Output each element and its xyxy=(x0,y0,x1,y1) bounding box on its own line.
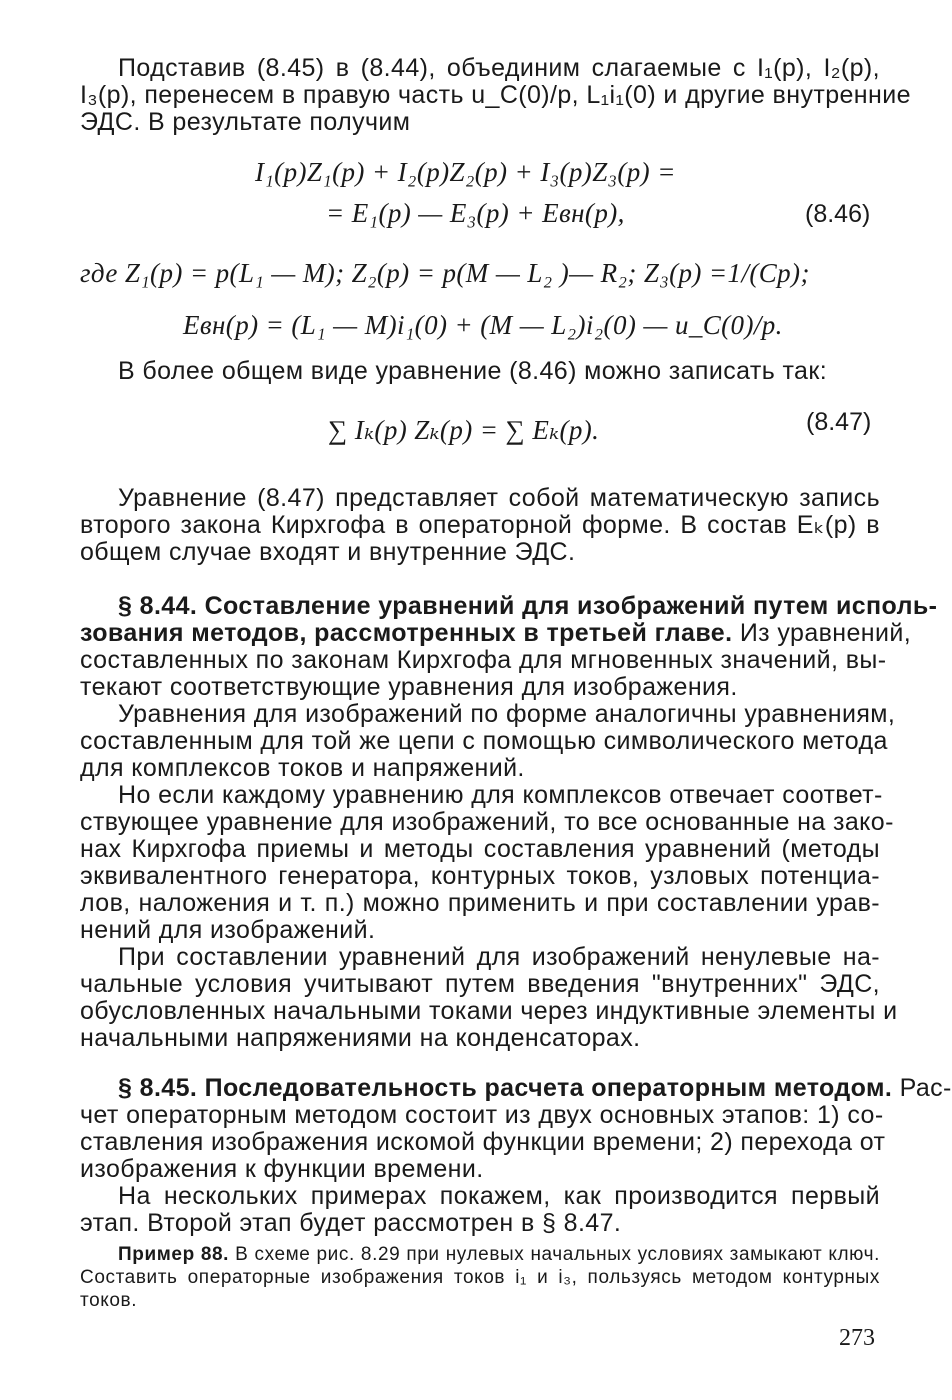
section-8-45-line-1 xyxy=(118,1074,952,1102)
intro-line-1: Подставив (8.45) в (8.44), объединим слагаемые с I₁(p), I₂(p), xyxy=(118,54,880,82)
section-8-45-line-4: изображения к функции времени. xyxy=(80,1155,484,1183)
equation-8-47: ∑ Iₖ(p) Zₖ(p) = ∑ Eₖ(p). xyxy=(328,415,600,445)
section-8-45-line-3: ставления изображения искомой функции времени; 2) перехода от xyxy=(80,1128,886,1156)
intro-line-3: ЭДС. В результате получим xyxy=(80,108,411,136)
equation-number-8-47: (8.47) xyxy=(806,408,872,436)
section-8-44-line-3: составленных по законам Кирхгофа для мгновенных значений, вы- xyxy=(80,646,887,674)
section-8-44-p2-line-3: для комплексов токов и напряжений. xyxy=(80,754,525,782)
section-8-44-p3-line-3: нах Кирхгофа приемы и методы составления уравнений (методы xyxy=(80,835,880,863)
intro-line-2: I₃(p), перенесем в правую часть u_C(0)/p, L₁i₁(0) и другие внутренние xyxy=(80,81,911,109)
page-number: 273 xyxy=(839,1325,875,1351)
para-847-line-2: второго закона Кирхгофа в операторной форме. В состав Eₖ(p) в xyxy=(80,511,880,539)
section-8-45-heading: § 8.45. Последовательность расчета операторным методом. xyxy=(118,1074,893,1102)
section-8-44-p3-line-2: ствующее уравнение для изображений, то все основанные на зако- xyxy=(80,808,894,836)
equation-8-46-line-1: I₁(p)Z₁(p) + I₂(p)Z₂(p) + I₃(p)Z₃(p) = xyxy=(255,157,676,187)
section-8-44-p4-line-2: чальные условия учитывают путем введения "внутренних" ЭДС, xyxy=(80,970,880,998)
example-88-line-1 xyxy=(118,1243,880,1266)
para-847-line-1: Уравнение (8.47) представляет собой математическую запись xyxy=(118,484,880,512)
section-8-44-heading-1: § 8.44. Составление уравнений для изображений путем исполь- xyxy=(118,592,938,620)
section-8-45-p2-line-1: На нескольких примерах покажем, как производится первый xyxy=(118,1182,880,1210)
para-847-line-3: общем случае входят и внутренние ЭДС. xyxy=(80,538,576,566)
where-definitions: где Z₁(p) = p(L₁ — M); Z₂(p) = p(M — L₂ )— R₂; Z₃(p) =1/(Cp); xyxy=(80,258,810,288)
section-8-44-line-2 xyxy=(80,619,912,647)
section-8-44-p4-line-1: При составлении уравнений для изображений ненулевые на- xyxy=(118,943,880,971)
example-88-line-2: Составить операторные изображения токов i₁ и i₃, пользуясь методом контурных xyxy=(80,1267,880,1288)
section-8-45-line-2: чет операторным методом состоит из двух основных этапов: 1) со- xyxy=(80,1101,884,1129)
section-8-44-p3-line-1: Но если каждому уравнению для комплексов отвечает соответ- xyxy=(118,781,883,809)
internal-emf-definition: Eвн(p) = (L₁ — M)i₁(0) + (M — L₂)i₂(0) — u_C(0)/p. xyxy=(183,310,783,340)
section-8-44-line-4: текают соответствующие уравнения для изображения. xyxy=(80,673,738,701)
section-8-44-p3-line-5: лов, наложения и т. п.) можно применить и при составлении урав- xyxy=(80,889,880,917)
section-8-45-p2-line-2: этап. Второй этап будет рассмотрен в § 8.47. xyxy=(80,1209,622,1237)
section-8-44-p4-line-4: начальными напряжениями на конденсаторах. xyxy=(80,1024,641,1052)
section-8-44-p2-line-1: Уравнения для изображений по форме аналогичны уравнениям, xyxy=(118,700,896,728)
section-8-44-heading-line-1 xyxy=(118,592,938,620)
section-8-44-p4-line-3: обусловленных начальными токами через индуктивные элементы и xyxy=(80,997,898,1025)
section-8-45-line-1-rest: Рас- xyxy=(892,1074,952,1102)
example-88-line-1-rest: В схеме рис. 8.29 при нулевых начальных условиях замыкают ключ. xyxy=(229,1244,880,1265)
section-8-44-p3-line-4: эквивалентного генератора, контурных токов, узловых потенциа- xyxy=(80,862,880,890)
section-8-44-heading-2: зования методов, рассмотренных в третьей главе. xyxy=(80,619,733,647)
example-88-line-3: токов. xyxy=(80,1290,138,1311)
equation-8-46-line-2: = E₁(p) — E₃(p) + Eвн(p), xyxy=(326,198,625,228)
general-form-text: В более общем виде уравнение (8.46) можно записать так: xyxy=(118,357,828,385)
section-8-44-p3-line-6: нений для изображений. xyxy=(80,916,376,944)
equation-number-8-46: (8.46) xyxy=(805,200,871,228)
example-88-label: Пример 88. xyxy=(118,1244,230,1265)
section-8-44-p2-line-2: составленным для той же цепи с помощью символического метода xyxy=(80,727,888,755)
section-8-44-line-2-rest: Из уравнений, xyxy=(732,619,912,647)
